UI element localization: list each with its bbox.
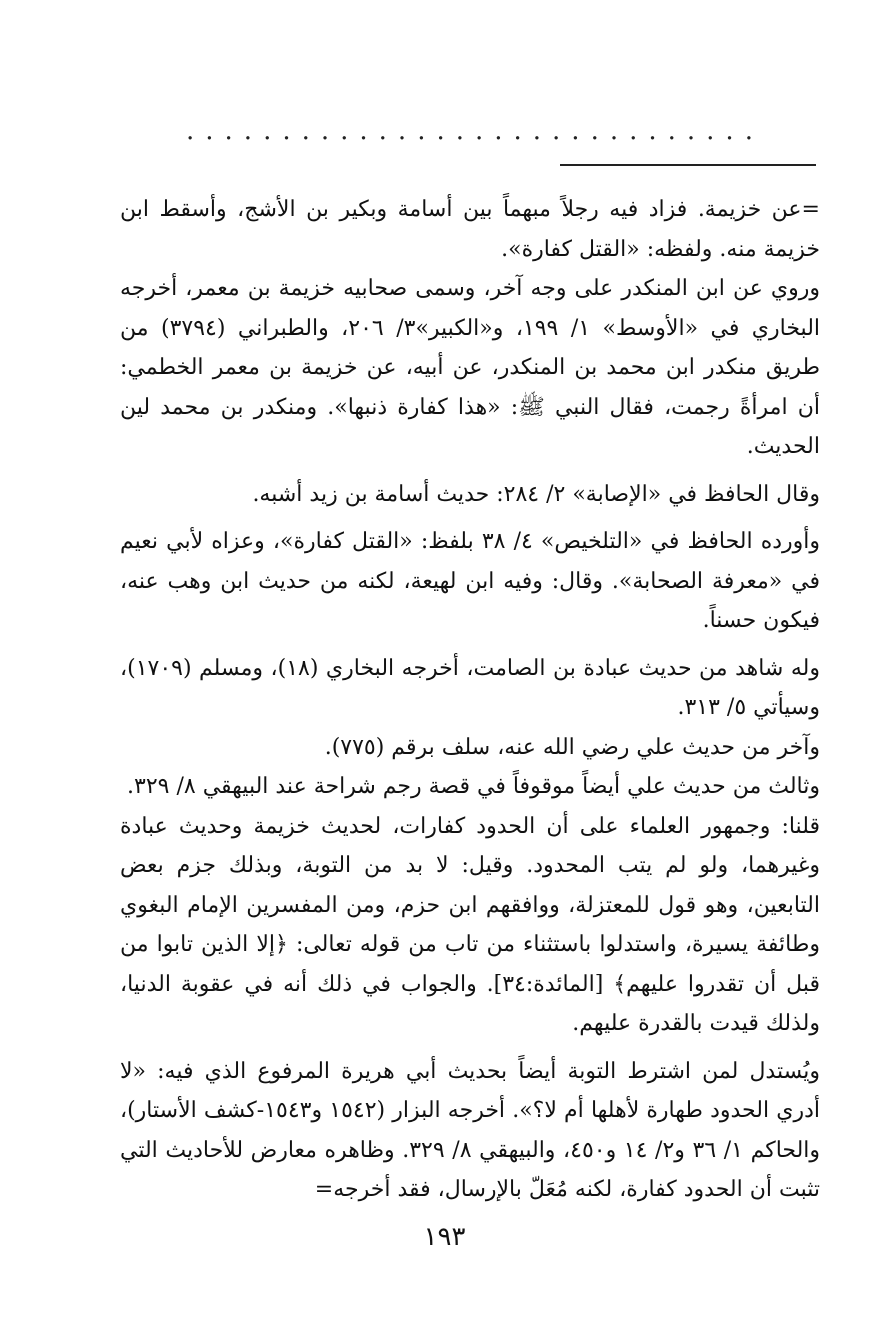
- footnote-text-block: [120, 190, 820, 1210]
- page-number: ١٩٣: [423, 1222, 466, 1252]
- paragraph-3: وقال الحافظ في «الإصابة» ٢/ ٢٨٤: حديث أسامة بن زيد أشبه.: [252, 481, 820, 507]
- paragraph-7: وثالث من حديث علي أيضاً موقوفاً في قصة رجم شراحة عند البيهقي ٨/ ٣٢٩.: [127, 774, 820, 799]
- paragraph-6: وآخر من حديث علي رضي الله عنه، سلف برقم (٧٧٥).: [324, 734, 820, 760]
- paragraph-5: وله شاهد من حديث عبادة بن الصامت، أخرجه البخاري (١٨)، ومسلم (١٧٠٩)، وسيأتي ٥/ ٣١٣.: [120, 655, 820, 720]
- paragraph-1: =عن خزيمة. فزاد فيه رجلاً مبهماً بين أسامة وبكير بن الأشج، وأسقط ابن خزيمة منه. ولفظه: «القتل كفارة».: [120, 197, 820, 262]
- footnote-rule: [560, 164, 816, 166]
- paragraph-4: وأورده الحافظ في «التلخيص» ٤/ ٣٨ بلفظ: «القتل كفارة»، وعزاه لأبي نعيم في «معرفة الصحابة». وقال: وفيه ابن لهيعة، لكنه من حديث ابن وهب عنه، فيكون حسناً.: [120, 529, 821, 633]
- paragraph-9: ويُستدل لمن اشترط التوبة أيضاً بحديث أبي هريرة المرفوع الذي فيه: «لا أدري الحدود طهارة لأهلها أم لا؟». أخرجه البزار (١٥٤٢ و١٥٤٣-كشف الأستار)، والحاكم ١/ ٣٦ و٢/ ١٤ و٤٥٠، والبيهقي ٨/ ٣٢٩. وظاهره معارض للأحاديث التي تثبت أن الحدود كفارة، لكنه مُعَلّ بالإرسال، فقد أخرجه=: [120, 1058, 821, 1202]
- paragraph-2: وروي عن ابن المنكدر على وجه آخر، وسمى صحابيه خزيمة بن معمر، أخرجه البخاري في «الأوسط» ١/ ١٩٩، و«الكبير»٣/ ٢٠٦، والطبراني (٣٧٩٤) من طريق منكدر ابن محمد بن المنكدر، عن أبيه، عن خزيمة بن معمر الخطمي: أن امرأةً رجمت، فقال النبي ﷺ: «هذا كفارة ذنبها». ومنكدر بن محمد لين الحديث.: [120, 276, 821, 459]
- paragraph-8: قلنا: وجمهور العلماء على أن الحدود كفارات، لحديث خزيمة وحديث عبادة وغيرهما، ولو لم يتب المحدود. وقيل: لا بد من التوبة، وبذلك جزم بعض التابعين، وهو قول للمعتزلة، ووافقهم ابن حزم، ومن المفسرين الإمام البغوي وطائفة يسيرة، واستدلوا باستثناء من تاب من قوله تعالى: ﴿إلا الذين تابوا من قبل أن تقدروا عليهم﴾ [المائدة:٣٤]. والجواب في ذلك أنه في عقوبة الدنيا، ولذلك قيدت بالقدرة عليهم.: [120, 813, 821, 1036]
- dotted-separator: ..............................: [186, 116, 764, 146]
